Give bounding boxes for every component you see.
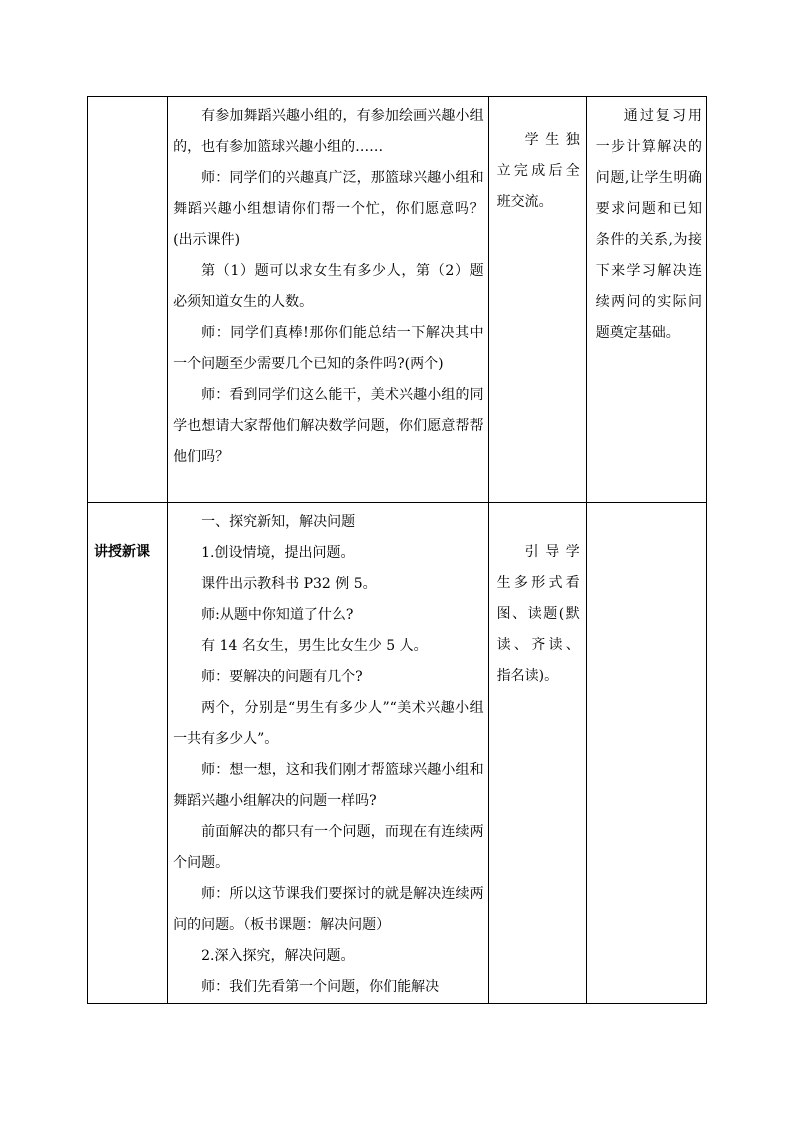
content-paragraph: 1.创设情境，提出问题。 <box>201 545 355 561</box>
content-paragraph: 师：同学们的兴趣真广泛，那篮球兴趣小组和舞蹈兴趣小组想请你们帮一个忙，你们愿意吗？(出示课件) <box>173 170 484 248</box>
content-paragraph: 前面解决的都只有一个问题，而现在有连续两个问题。 <box>173 824 484 871</box>
design-intent-text: 通过复习用一步计算解决的问题,让学生明确要求问题和已知条件的关系,为接下来学习解决连续两问的实际问题奠定基础。 <box>595 108 702 341</box>
content-paragraph: 一、探究新知，解决问题 <box>201 514 356 530</box>
content-paragraph: 师：要解决的问题有几个? <box>201 669 363 685</box>
table-row <box>88 97 707 503</box>
table-row <box>88 503 707 1004</box>
teaching-content-cell <box>168 503 489 1004</box>
design-intent-cell <box>586 97 706 503</box>
content-paragraph: 有 14 名女生，男生比女生少 5 人。 <box>201 638 428 654</box>
student-activity-cell <box>488 97 586 503</box>
content-paragraph: 师:从题中你知道了什么? <box>201 607 354 623</box>
content-paragraph: 师：看到同学们这么能干，美术兴趣小组的同学也想请大家帮他们解决数学问题，你们愿意帮帮他们吗？ <box>173 387 484 465</box>
content-paragraph: 师：我们先看第一个问题，你们能解决 <box>201 979 440 995</box>
content-paragraph: 师：同学们真棒!那你们能总结一下解决其中一个问题至少需要几个已知的条件吗?(两个) <box>173 325 484 372</box>
content-paragraph: 第（1）题可以求女生有多少人，第（2）题必须知道女生的人数。 <box>173 263 484 310</box>
section-label-cell <box>88 97 168 503</box>
section-label-cell <box>88 503 168 1004</box>
content-paragraph: 师：想一想，这和我们刚才帮篮球兴趣小组和舞蹈兴趣小组解决的问题一样吗? <box>173 762 484 809</box>
section-label: 讲授新课 <box>94 544 150 560</box>
content-paragraph: 有参加舞蹈兴趣小组的，有参加绘画兴趣小组的，也有参加篮球兴趣小组的…… <box>173 108 484 155</box>
content-paragraph: 师：所以这节课我们要探讨的就是解决连续两问的问题。（板书课题：解决问题） <box>173 886 484 933</box>
teaching-content-cell <box>168 97 489 503</box>
lesson-plan-table <box>87 96 707 1004</box>
student-activity-text: 引导学生多形式看图、读题(默读、齐读、指名读)。 <box>496 544 580 684</box>
content-paragraph: 两个，分别是“男生有多少人”“美术兴趣小组一共有多少人”。 <box>173 700 484 747</box>
section-label <box>88 97 167 131</box>
content-paragraph: 2.深入探究，解决问题。 <box>201 948 355 964</box>
student-activity-cell <box>488 503 586 1004</box>
content-paragraph: 课件出示教科书 P32 例 5。 <box>201 576 377 592</box>
student-activity-text: 学生独立完成后全班交流。 <box>496 132 580 210</box>
design-intent-cell <box>586 503 706 1004</box>
